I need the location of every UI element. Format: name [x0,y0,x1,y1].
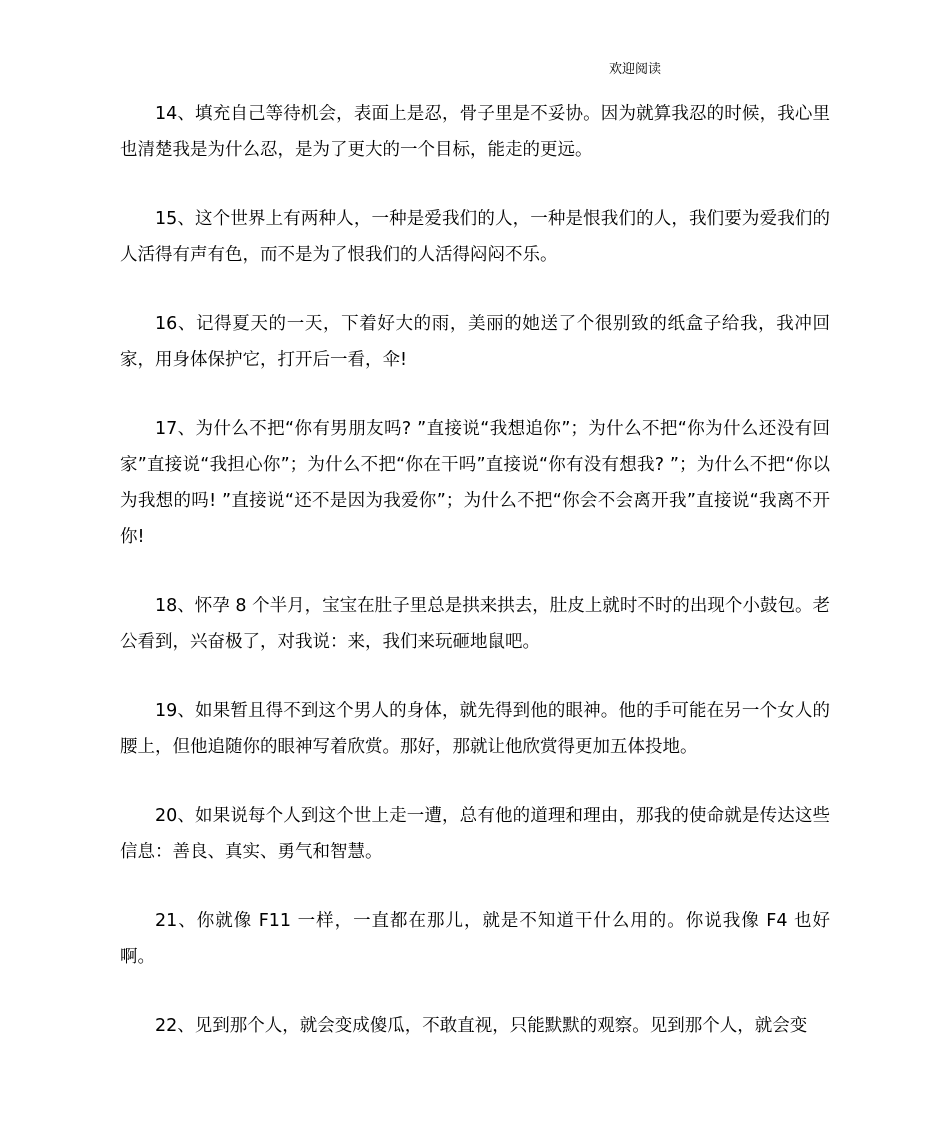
page-header: 欢迎阅读 [609,62,662,77]
paragraph-20: 20、如果说每个人到这个世上走一遭，总有他的道理和理由，那我的使命就是传达这些信息：善良、真实、勇气和智慧。 [120,806,830,862]
paragraph-18: 18、怀孕 8 个半月，宝宝在肚子里总是拱来拱去，肚皮上就时不时的出现个小鼓包。老公看到，兴奋极了，对我说：来，我们来玩砸地鼠吧。 [120,596,830,652]
paragraph-15: 15、这个世界上有两种人，一种是爱我们的人，一种是恨我们的人，我们要为爱我们的人活得有声有色，而不是为了恨我们的人活得闷闷不乐。 [120,209,830,265]
paragraph-14: 14、填充自己等待机会，表面上是忍，骨子里是不妥协。因为就算我忍的时候，我心里也清楚我是为什么忍，是为了更大的一个目标，能走的更远。 [120,104,830,160]
paragraph-17: 17、为什么不把“你有男朋友吗? ”直接说“我想追你”；为什么不把“你为什么还没有回家”直接说“我担心你”；为什么不把“你在干吗”直接说“你有没有想我? ”；为什么不把“你以为我想的吗! ”直接说“还不是因为我爱你”；为什么不把“你会不会离开我”直接说“我离不开你! [120,419,830,547]
document-body [120,96,830,1077]
paragraph-21: 21、你就像 F11 一样，一直都在那儿，就是不知道干什么用的。你说我像 F4 也好啊。 [120,911,830,967]
paragraph-16: 16、记得夏天的一天，下着好大的雨，美丽的她送了个很别致的纸盒子给我，我冲回家，用身体保护它，打开后一看，伞! [120,314,830,370]
paragraph-19: 19、如果暂且得不到这个男人的身体，就先得到他的眼神。他的手可能在另一个女人的腰上，但他追随你的眼神写着欣赏。那好，那就让他欣赏得更加五体投地。 [120,701,830,757]
paragraph-22: 22、见到那个人，就会变成傻瓜，不敢直视，只能默默的观察。见到那个人，就会变 [155,1016,808,1036]
